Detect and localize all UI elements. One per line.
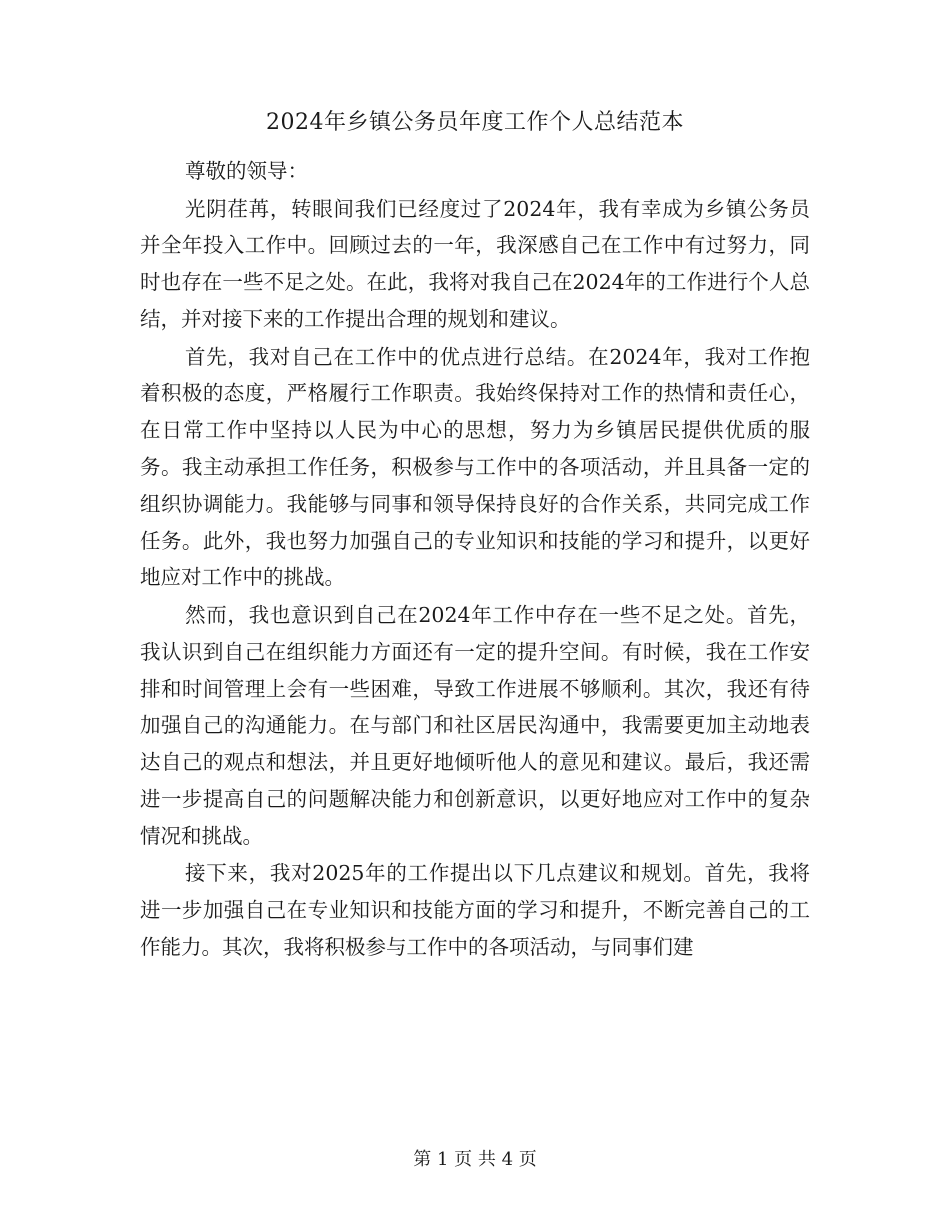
paragraph-3: 然而，我也意识到自己在2024年工作中存在一些不足之处。首先，我认识到自己在组织能力方面还有一定的提升空间。有时候，我在工作安排和时间管理上会有一些困难，导致工作进展不够顺利。其次，我还有待加强自己的沟通能力。在与部门和社区居民沟通中，我需要更加主动地表达自己的观点和想法，并且更好地倾听他人的意见和建议。最后，我还需进一步提高自己的问题解决能力和创新意识，以更好地应对工作中的复杂情况和挑战。	[140, 602, 810, 848]
document-body	[140, 153, 810, 967]
page-footer	[0, 1147, 950, 1173]
paragraph-2: 首先，我对自己在工作中的优点进行总结。在2024年，我对工作抱着积极的态度，严格履行工作职责。我始终保持对工作的热情和责任心，在日常工作中坚持以人民为中心的思想，努力为乡镇居民提供优质的服务。我主动承担工作任务，积极参与工作中的各项活动，并且具备一定的组织协调能力。我能够与同事和领导保持良好的合作关系，共同完成工作任务。此外，我也努力加强自己的专业知识和技能的学习和提升，以更好地应对工作中的挑战。	[140, 344, 810, 590]
document-title: 2024年乡镇公务员年度工作个人总结范本	[266, 110, 684, 135]
page-number-label: 第 1 页 共 4 页	[413, 1149, 537, 1170]
paragraph-1: 光阴荏苒，转眼间我们已经度过了2024年，我有幸成为乡镇公务员并全年投入工作中。回顾过去的一年，我深感自己在工作中有过努力，同时也存在一些不足之处。在此，我将对我自己在2024年的工作进行个人总结，并对接下来的工作提出合理的规划和建议。	[140, 196, 810, 331]
greeting-line: 尊敬的领导：	[185, 159, 308, 183]
paragraph-4: 接下来，我对2025年的工作提出以下几点建议和规划。首先，我将进一步加强自己在专业知识和技能方面的学习和提升，不断完善自己的工作能力。其次，我将积极参与工作中的各项活动，与同事们建	[140, 861, 810, 959]
